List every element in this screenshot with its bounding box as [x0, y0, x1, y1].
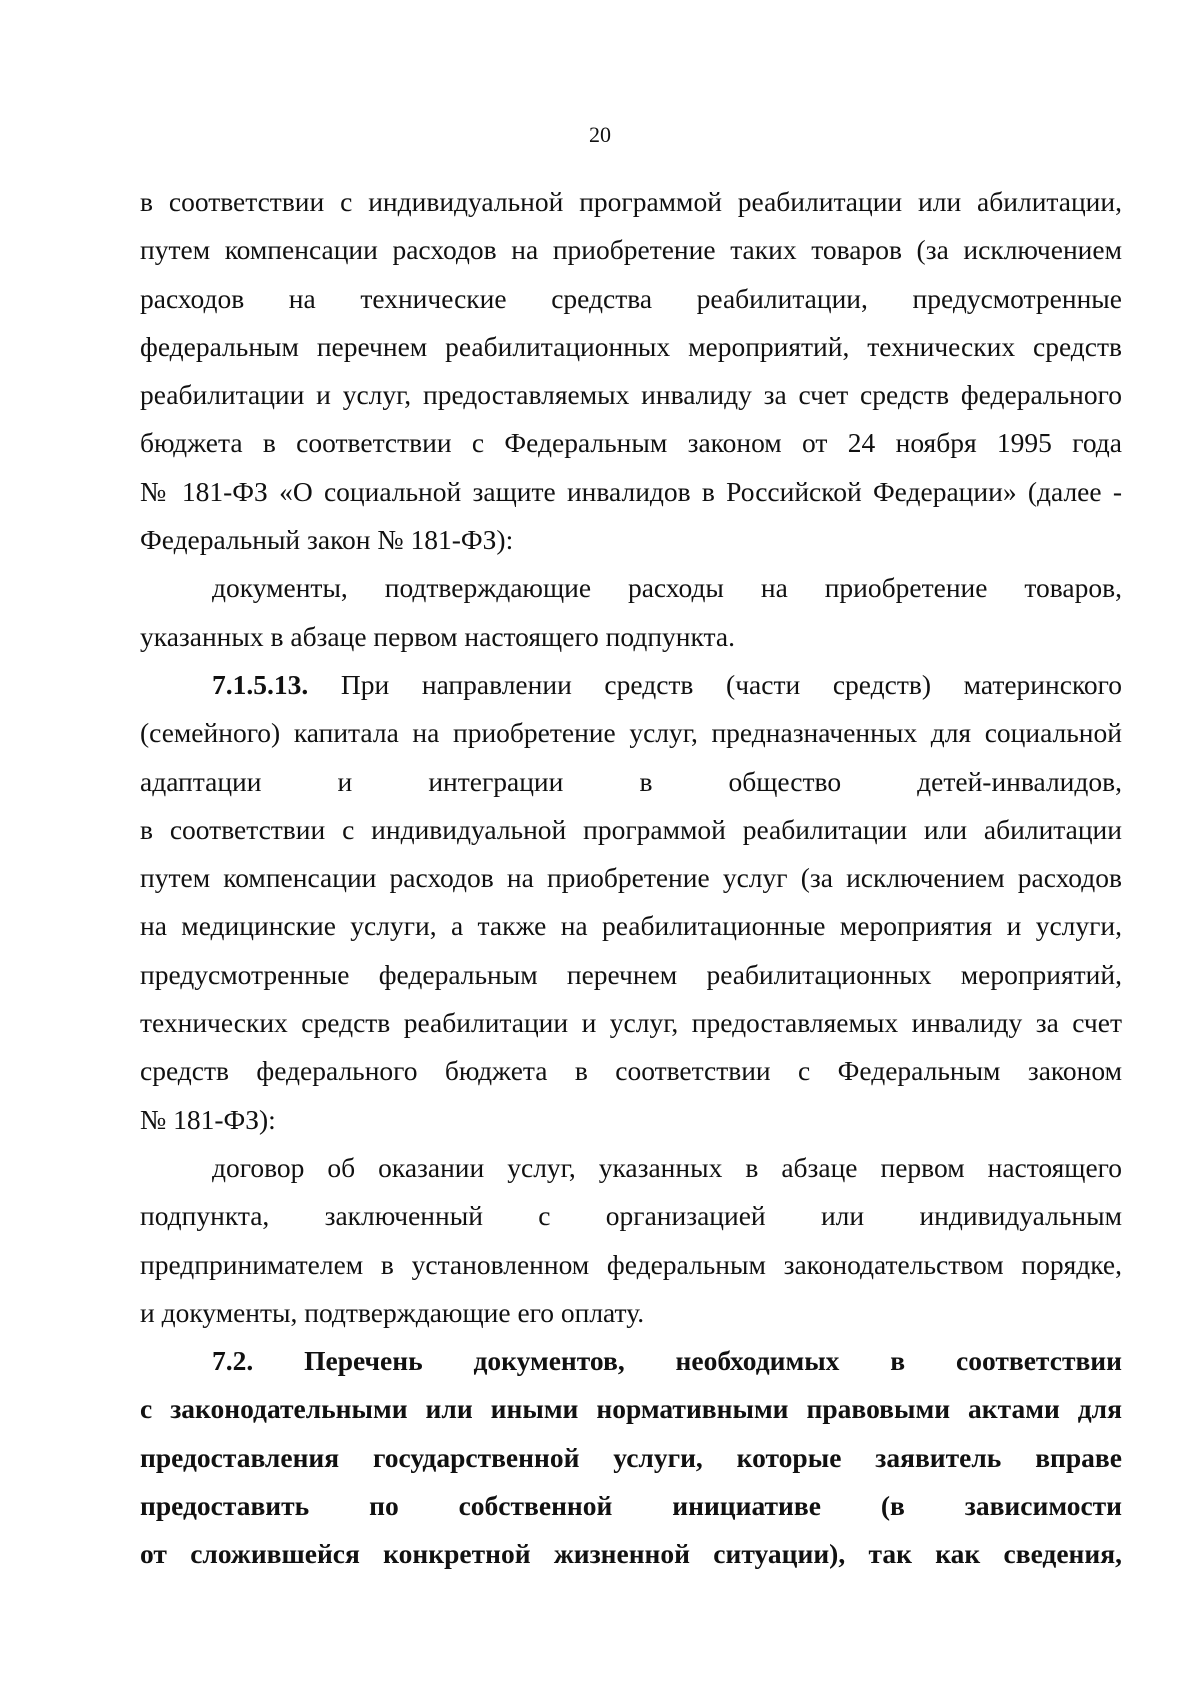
text-line: адаптации и интеграции в общество детей-инвалидов,	[140, 765, 1122, 797]
text-line: (семейного) капитала на приобретение услуг, предназначенных для социальной	[140, 717, 1122, 749]
text-line: на медицинские услуги, а также на реабилитационные мероприятия и услуги,	[140, 910, 1122, 942]
text-line: документы, подтверждающие расходы на приобретение товаров,	[212, 572, 1122, 604]
document-body	[140, 178, 1122, 1579]
text-line: технических средств реабилитации и услуг, предоставляемых инвалиду за счет	[140, 1007, 1122, 1039]
text-line: федеральным перечнем реабилитационных мероприятий, технических средств	[140, 330, 1122, 362]
text-line: № 181-ФЗ):	[140, 1103, 276, 1135]
text-line: расходов на технические средства реабилитации, предусмотренные	[140, 282, 1122, 314]
section-heading-line: от сложившейся конкретной жизненной ситуации), так как сведения,	[140, 1538, 1122, 1570]
section-heading-line: предоставить по собственной инициативе (в зависимости	[140, 1490, 1122, 1522]
text-line: путем компенсации расходов на приобретение услуг (за исключением расходов	[140, 862, 1122, 894]
text-line: договор об оказании услуг, указанных в абзаце первом настоящего	[212, 1151, 1122, 1183]
section-heading-line: предоставления государственной услуги, которые заявитель вправе	[140, 1441, 1122, 1473]
text-line: предпринимателем в установленном федеральным законодательством порядке,	[140, 1248, 1122, 1280]
text-line: реабилитации и услуг, предоставляемых инвалиду за счет средств федерального	[140, 379, 1122, 411]
page-number: 20	[589, 122, 611, 147]
text-line: подпункта, заключенный с организацией или индивидуальным	[140, 1200, 1122, 1232]
text-line: Федеральный закон № 181-ФЗ):	[140, 524, 514, 556]
text-line: в соответствии с индивидуальной программой реабилитации или абилитации,	[140, 186, 1122, 217]
subsection-number: 7.1.5.13.	[212, 668, 309, 700]
subsection-lead-line	[140, 661, 1122, 709]
text-line: средств федерального бюджета в соответствии с Федеральным законом	[140, 1055, 1122, 1087]
text-line: № 181-ФЗ «О социальной защите инвалидов в Российской Федерации» (далее -	[140, 475, 1122, 507]
text-line: предусмотренные федеральным перечнем реабилитационных мероприятий,	[140, 958, 1122, 990]
text-line: бюджета в соответствии с Федеральным законом от 24 ноября 1995 года	[140, 427, 1122, 459]
text-line: указанных в абзаце первом настоящего подпункта.	[140, 620, 735, 652]
text-line: путем компенсации расходов на приобретение таких товаров (за исключением	[140, 234, 1122, 266]
text-line: и документы, подтверждающие его оплату.	[140, 1296, 645, 1328]
section-heading-line: 7.2. Перечень документов, необходимых в соответствии	[212, 1345, 1122, 1377]
text-line: При направлении средств (части средств) материнского	[340, 668, 1122, 700]
section-heading-line: с законодательными или иными нормативными правовыми актами для	[140, 1393, 1122, 1425]
text-line: в соответствии с индивидуальной программой реабилитации или абилитации	[140, 813, 1122, 845]
